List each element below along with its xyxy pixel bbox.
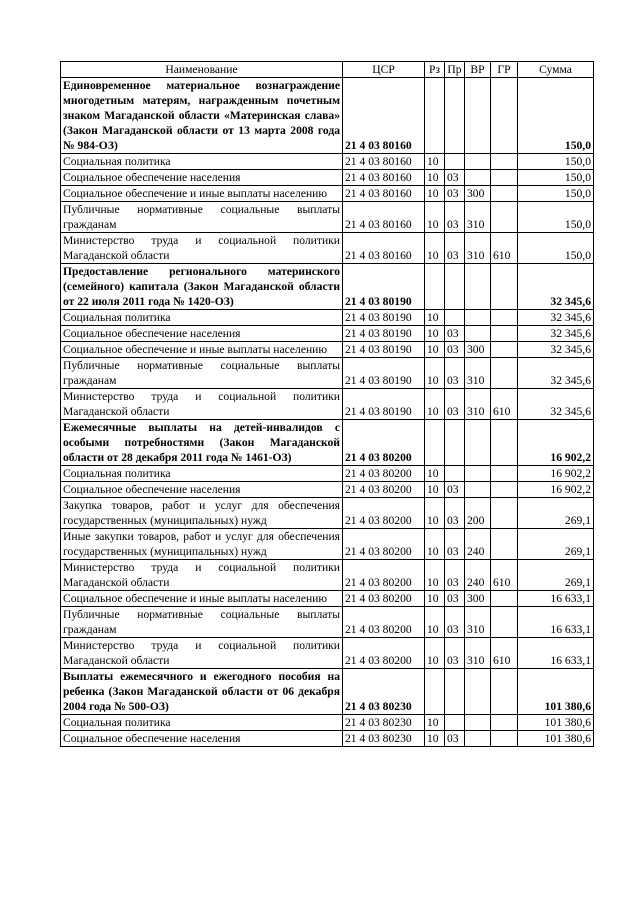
section-heading-row — [61, 420, 594, 466]
cell-rz: 10 — [425, 154, 445, 170]
cell-rz: 10 — [425, 310, 445, 326]
column-header-rz: Рз — [425, 62, 445, 78]
cell-pr: 03 — [445, 389, 465, 420]
cell-vr: 200 — [465, 498, 491, 529]
cell-vr: 240 — [465, 560, 491, 591]
cell-pr: 03 — [445, 358, 465, 389]
cell-gr — [491, 482, 518, 498]
cell-sum: 32 345,6 — [518, 326, 594, 342]
table-row — [61, 233, 594, 264]
cell-vr: 300 — [465, 186, 491, 202]
cell-gr — [491, 498, 518, 529]
cell-sum: 32 345,6 — [518, 342, 594, 358]
cell-csr: 21 4 03 80200 — [343, 560, 425, 591]
cell-rz: 10 — [425, 186, 445, 202]
cell-csr: 21 4 03 80200 — [343, 466, 425, 482]
cell-sum: 150,0 — [518, 78, 594, 154]
cell-rz: 10 — [425, 731, 445, 747]
table-row — [61, 326, 594, 342]
cell-name: Социальное обеспечение населения — [61, 482, 343, 498]
cell-pr — [445, 78, 465, 154]
cell-sum: 101 380,6 — [518, 715, 594, 731]
cell-rz: 10 — [425, 170, 445, 186]
section-heading-row — [61, 264, 594, 310]
header-row — [61, 62, 594, 78]
cell-pr: 03 — [445, 326, 465, 342]
table-row — [61, 715, 594, 731]
cell-pr: 03 — [445, 186, 465, 202]
cell-gr — [491, 78, 518, 154]
section-heading-row — [61, 669, 594, 715]
cell-name: Выплаты ежемесячного и ежегодного пособия на ребенка (Закон Магаданской области от 06 декабря 2004 года № 500-ОЗ) — [61, 669, 343, 715]
cell-rz: 10 — [425, 202, 445, 233]
cell-vr — [465, 310, 491, 326]
cell-vr — [465, 264, 491, 310]
cell-sum: 269,1 — [518, 498, 594, 529]
cell-csr: 21 4 03 80200 — [343, 607, 425, 638]
cell-rz: 10 — [425, 560, 445, 591]
cell-gr — [491, 264, 518, 310]
cell-sum: 150,0 — [518, 186, 594, 202]
cell-rz: 10 — [425, 715, 445, 731]
cell-name: Публичные нормативные социальные выплаты гражданам — [61, 358, 343, 389]
cell-vr: 310 — [465, 389, 491, 420]
cell-gr — [491, 591, 518, 607]
cell-gr — [491, 186, 518, 202]
cell-gr — [491, 342, 518, 358]
cell-gr — [491, 669, 518, 715]
cell-sum: 16 633,1 — [518, 638, 594, 669]
cell-pr: 03 — [445, 233, 465, 264]
cell-csr: 21 4 03 80190 — [343, 264, 425, 310]
cell-name: Министерство труда и социальной политики Магаданской области — [61, 389, 343, 420]
cell-pr: 03 — [445, 731, 465, 747]
column-header-csr: ЦСР — [343, 62, 425, 78]
cell-csr: 21 4 03 80190 — [343, 342, 425, 358]
cell-name: Министерство труда и социальной политики Магаданской области — [61, 233, 343, 264]
cell-gr: 610 — [491, 233, 518, 264]
cell-csr: 21 4 03 80200 — [343, 482, 425, 498]
cell-name: Социальное обеспечение и иные выплаты населению — [61, 591, 343, 607]
cell-vr — [465, 154, 491, 170]
table-row — [61, 638, 594, 669]
cell-csr: 21 4 03 80200 — [343, 420, 425, 466]
cell-csr: 21 4 03 80230 — [343, 715, 425, 731]
cell-pr — [445, 264, 465, 310]
cell-pr — [445, 154, 465, 170]
cell-gr: 610 — [491, 560, 518, 591]
table-row — [61, 466, 594, 482]
cell-pr — [445, 466, 465, 482]
cell-sum: 101 380,6 — [518, 669, 594, 715]
cell-name: Министерство труда и социальной политики Магаданской области — [61, 638, 343, 669]
cell-sum: 269,1 — [518, 560, 594, 591]
table-header — [61, 62, 594, 78]
cell-sum: 101 380,6 — [518, 731, 594, 747]
table-row — [61, 310, 594, 326]
cell-name: Социальное обеспечение населения — [61, 170, 343, 186]
cell-csr: 21 4 03 80160 — [343, 186, 425, 202]
column-header-vr: ВР — [465, 62, 491, 78]
cell-gr — [491, 731, 518, 747]
cell-csr: 21 4 03 80190 — [343, 310, 425, 326]
cell-name: Иные закупки товаров, работ и услуг для обеспечения государственных (муниципальных) нужд — [61, 529, 343, 560]
cell-name: Социальное обеспечение населения — [61, 731, 343, 747]
cell-vr: 310 — [465, 607, 491, 638]
column-header-sum: Сумма — [518, 62, 594, 78]
cell-pr: 03 — [445, 591, 465, 607]
cell-name: Министерство труда и социальной политики Магаданской области — [61, 560, 343, 591]
cell-vr — [465, 466, 491, 482]
table-row — [61, 342, 594, 358]
cell-pr: 03 — [445, 560, 465, 591]
cell-name: Закупка товаров, работ и услуг для обеспечения государственных (муниципальных) нужд — [61, 498, 343, 529]
table-body — [61, 78, 594, 747]
table-row — [61, 170, 594, 186]
cell-name: Социальная политика — [61, 715, 343, 731]
cell-gr — [491, 466, 518, 482]
cell-sum: 16 902,2 — [518, 482, 594, 498]
cell-pr — [445, 715, 465, 731]
cell-csr: 21 4 03 80160 — [343, 202, 425, 233]
cell-sum: 16 633,1 — [518, 607, 594, 638]
cell-csr: 21 4 03 80230 — [343, 669, 425, 715]
cell-pr: 03 — [445, 202, 465, 233]
cell-vr: 310 — [465, 202, 491, 233]
cell-vr: 310 — [465, 233, 491, 264]
cell-name: Публичные нормативные социальные выплаты гражданам — [61, 202, 343, 233]
cell-name: Социальная политика — [61, 154, 343, 170]
column-header-gr: ГР — [491, 62, 518, 78]
cell-pr: 03 — [445, 482, 465, 498]
cell-vr: 310 — [465, 358, 491, 389]
cell-name: Ежемесячные выплаты на детей-инвалидов с особыми потребностями (Закон Магаданской области от 28 декабря 2011 года № 1461-ОЗ) — [61, 420, 343, 466]
cell-vr — [465, 170, 491, 186]
cell-csr: 21 4 03 80160 — [343, 154, 425, 170]
cell-gr — [491, 310, 518, 326]
cell-rz: 10 — [425, 466, 445, 482]
cell-vr: 310 — [465, 638, 491, 669]
cell-sum: 150,0 — [518, 202, 594, 233]
cell-csr: 21 4 03 80190 — [343, 389, 425, 420]
cell-csr: 21 4 03 80160 — [343, 78, 425, 154]
cell-sum: 32 345,6 — [518, 389, 594, 420]
cell-name: Предоставление регионального материнского (семейного) капитала (Закон Магаданской области от 22 июля 2011 года № 1420-ОЗ) — [61, 264, 343, 310]
table-row — [61, 154, 594, 170]
cell-vr — [465, 715, 491, 731]
cell-rz — [425, 264, 445, 310]
cell-csr: 21 4 03 80200 — [343, 591, 425, 607]
cell-sum: 32 345,6 — [518, 264, 594, 310]
cell-gr — [491, 154, 518, 170]
cell-name: Социальная политика — [61, 466, 343, 482]
table-row — [61, 482, 594, 498]
cell-vr — [465, 420, 491, 466]
column-header-pr: Пр — [445, 62, 465, 78]
table-row — [61, 358, 594, 389]
cell-rz: 10 — [425, 482, 445, 498]
cell-rz: 10 — [425, 498, 445, 529]
cell-rz — [425, 78, 445, 154]
cell-sum: 16 902,2 — [518, 466, 594, 482]
cell-pr — [445, 669, 465, 715]
cell-rz: 10 — [425, 233, 445, 264]
cell-vr — [465, 482, 491, 498]
cell-csr: 21 4 03 80200 — [343, 498, 425, 529]
cell-rz: 10 — [425, 389, 445, 420]
cell-sum: 32 345,6 — [518, 358, 594, 389]
cell-gr: 610 — [491, 389, 518, 420]
table-row — [61, 498, 594, 529]
cell-sum: 16 633,1 — [518, 591, 594, 607]
cell-gr: 610 — [491, 638, 518, 669]
column-header-name: Наименование — [61, 62, 343, 78]
cell-gr — [491, 358, 518, 389]
cell-name: Социальное обеспечение населения — [61, 326, 343, 342]
cell-gr — [491, 326, 518, 342]
cell-sum: 150,0 — [518, 170, 594, 186]
cell-sum: 16 902,2 — [518, 420, 594, 466]
cell-sum: 150,0 — [518, 154, 594, 170]
cell-csr: 21 4 03 80160 — [343, 233, 425, 264]
table-row — [61, 731, 594, 747]
cell-pr: 03 — [445, 638, 465, 669]
table-row — [61, 529, 594, 560]
cell-name: Публичные нормативные социальные выплаты гражданам — [61, 607, 343, 638]
cell-csr: 21 4 03 80200 — [343, 529, 425, 560]
cell-sum: 269,1 — [518, 529, 594, 560]
cell-name: Социальное обеспечение и иные выплаты населению — [61, 186, 343, 202]
cell-csr: 21 4 03 80200 — [343, 638, 425, 669]
cell-rz: 10 — [425, 342, 445, 358]
cell-gr — [491, 607, 518, 638]
table-row — [61, 389, 594, 420]
cell-pr — [445, 420, 465, 466]
cell-vr — [465, 78, 491, 154]
cell-gr — [491, 170, 518, 186]
cell-vr — [465, 326, 491, 342]
cell-csr: 21 4 03 80190 — [343, 358, 425, 389]
cell-pr: 03 — [445, 529, 465, 560]
cell-rz — [425, 669, 445, 715]
cell-csr: 21 4 03 80230 — [343, 731, 425, 747]
cell-sum: 150,0 — [518, 233, 594, 264]
cell-pr — [445, 310, 465, 326]
cell-pr: 03 — [445, 607, 465, 638]
cell-csr: 21 4 03 80160 — [343, 170, 425, 186]
cell-rz: 10 — [425, 607, 445, 638]
cell-rz: 10 — [425, 638, 445, 669]
cell-vr — [465, 669, 491, 715]
cell-vr: 300 — [465, 591, 491, 607]
cell-pr: 03 — [445, 342, 465, 358]
cell-gr — [491, 202, 518, 233]
cell-rz: 10 — [425, 591, 445, 607]
section-heading-row — [61, 78, 594, 154]
cell-vr: 300 — [465, 342, 491, 358]
cell-vr — [465, 731, 491, 747]
table-row — [61, 560, 594, 591]
cell-gr — [491, 529, 518, 560]
cell-rz: 10 — [425, 326, 445, 342]
cell-pr: 03 — [445, 170, 465, 186]
table-row — [61, 202, 594, 233]
cell-rz: 10 — [425, 358, 445, 389]
cell-name: Социальное обеспечение и иные выплаты населению — [61, 342, 343, 358]
table-row — [61, 607, 594, 638]
budget-table — [60, 61, 594, 747]
table-row — [61, 591, 594, 607]
table-row — [61, 186, 594, 202]
cell-name: Единовременное материальное вознаграждение многодетным матерям, награжденным почетным знаком Магаданской области «Материнская слава» (Закон Магаданской области от 13 марта 2008 года № 984-ОЗ) — [61, 78, 343, 154]
cell-gr — [491, 715, 518, 731]
cell-csr: 21 4 03 80190 — [343, 326, 425, 342]
cell-gr — [491, 420, 518, 466]
cell-pr: 03 — [445, 498, 465, 529]
cell-vr: 240 — [465, 529, 491, 560]
cell-rz — [425, 420, 445, 466]
cell-rz: 10 — [425, 529, 445, 560]
cell-name: Социальная политика — [61, 310, 343, 326]
cell-sum: 32 345,6 — [518, 310, 594, 326]
